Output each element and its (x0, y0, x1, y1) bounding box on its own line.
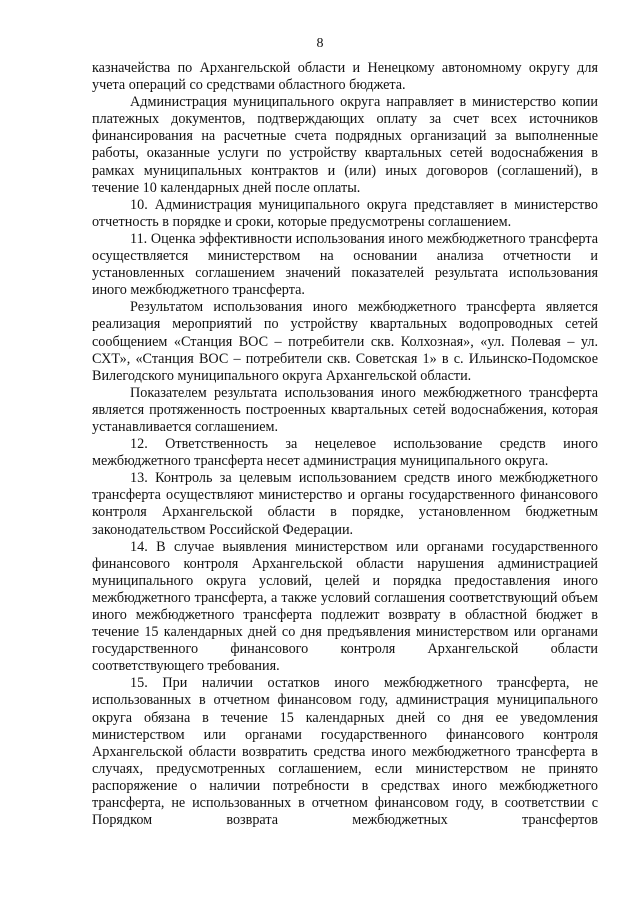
document-body (92, 60, 598, 829)
paragraph-item-13: 13. Контроль за целевым использованием средств иного межбюджетного трансферта осуществляют министерство и органы государственного финансового контроля Архангельской области в порядке, установленном бюджетным законодательством Российской Федерации. (92, 470, 598, 538)
page-number: 8 (316, 36, 324, 51)
paragraph-result: Результатом использования иного межбюджетного трансферта является реализация мероприятий по устройству квартальных водопроводных сетей сообщением «Станция ВОС – потребители скв. Колхозная», «ул. Полевая – ул. СХТ», «Станция ВОС – потребители скв. Советская 1» в с. Ильинско-Подомское Вилегодского муниципального округа Архангельской области. (92, 299, 598, 384)
paragraph-indicator: Показателем результата использования иного межбюджетного трансферта является протяженность построенных квартальных сетей водоснабжения, которая устанавливается соглашением. (92, 384, 598, 435)
paragraph-treasury: казначейства по Архангельской области и Ненецкому автономному округу для учета операций со средствами областного бюджета. (92, 60, 598, 94)
paragraph-item-12: 12. Ответственность за нецелевое использование средств иного межбюджетного трансферта несет администрация муниципального округа. (92, 436, 598, 470)
paragraph-item-10: 10. Администрация муниципального округа представляет в министерство отчетность в порядке и сроки, которые предусмотрены соглашением. (92, 196, 598, 230)
paragraph-payment-documents: Администрация муниципального округа направляет в министерство копии платежных документов, подтверждающих оплату за счет всех источников финансирования на расчетные счета подрядных организаций за выполненные работы, оказанные услуги по устройству квартальных сетей водоснабжения в рамках муниципальных контрактов и (или) иных договоров (соглашений), в течение 10 календарных дней после оплаты. (92, 94, 598, 196)
paragraph-item-15: 15. При наличии остатков иного межбюджетного трансферта, не использованных в отчетном финансовом году, администрация муниципального округа обязана в течение 15 календарных дней со дня ее уведомления министерством или органами государственного финансового контроля Архангельской области возвратить средства иного межбюджетного трансферта в случаях, предусмотренных соглашением, если министерством не принято распоряжение о наличии потребности в средствах иного межбюджетного трансферта, не использованных в отчетном финансовом году, в соответствии с Порядком возврата межбюджетных трансфертов (92, 675, 598, 829)
paragraph-item-14: 14. В случае выявления министерством или органами государственного финансового контроля Архангельской области нарушения администрацией муниципального округа условий, целей и порядка предоставления иного межбюджетного трансферта, а также условий соглашения соответствующий объем иного межбюджетного трансферта подлежит возврату в областной бюджет в течение 15 календарных дней со дня предъявления министерством или органами государственного финансового контроля Архангельской области соответствующего требования. (92, 538, 598, 675)
paragraph-item-11: 11. Оценка эффективности использования иного межбюджетного трансферта осуществляется министерством на основании анализа отчетности и установленных соглашением значений показателей результата использования иного межбюджетного трансферта. (92, 230, 598, 299)
